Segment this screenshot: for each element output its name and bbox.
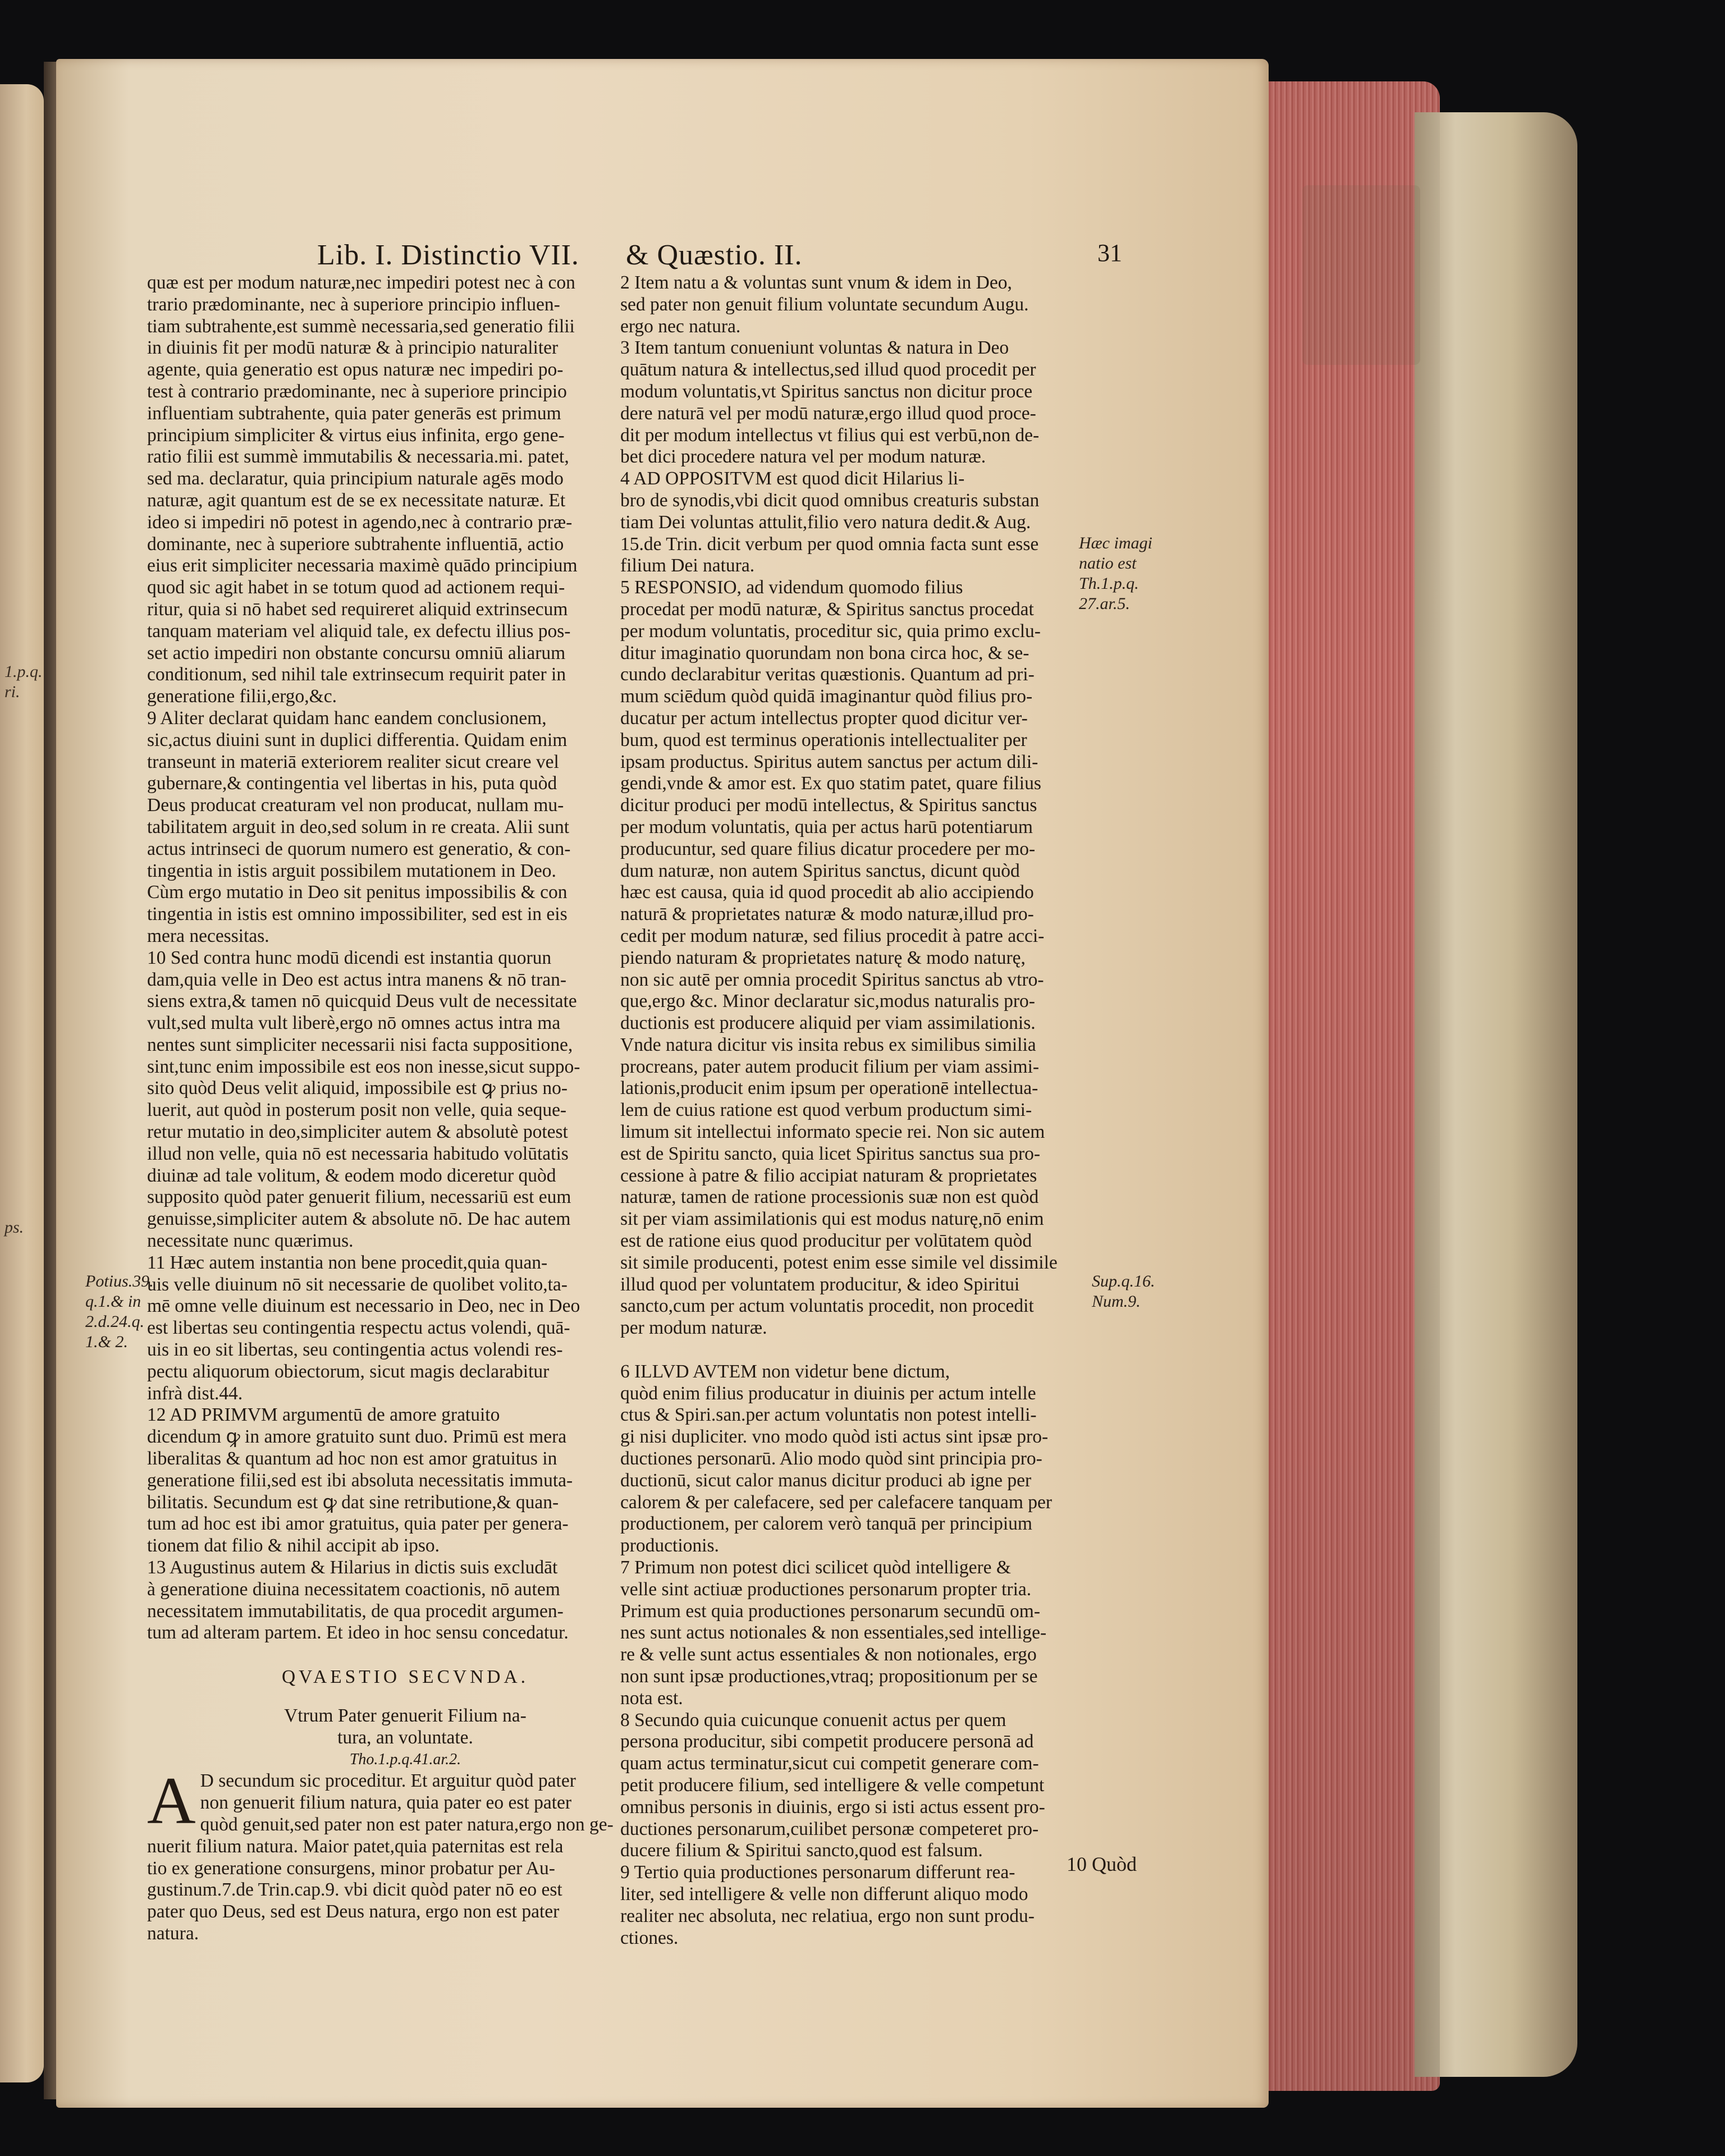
text-line: sed ma. declaratur, quia principium naturale agēs modo — [147, 468, 564, 489]
text-line: est libertas seu contingentia respectu actus volendi, quā- — [147, 1317, 570, 1339]
text-line: necessitate nunc quærimus. — [147, 1230, 354, 1252]
margin-note-left — [85, 1271, 164, 1352]
text-line: nota est. — [620, 1687, 683, 1709]
text-line: tiam Dei voluntas attulit,filio vero natura dedit.& Aug. — [620, 511, 1031, 533]
margin-note-line: 2.d.24.q. — [85, 1312, 144, 1331]
text-line: ritur, quia si nō habet sed requireret aliquid extrinsecum — [147, 598, 568, 620]
text-line: dam,quia velle in Deo est actus intra manens & nō tran- — [147, 969, 567, 990]
text-line: bro de synodis,vbi dicit quod omnibus creaturis substan — [620, 489, 1040, 511]
running-head-right: & Quæstio. II. — [626, 239, 803, 271]
text-line: ideo si impediri nō potest in agendo,nec à contrario præ- — [147, 511, 573, 533]
text-line: quam actus terminatur,sicut cui competit generare com- — [620, 1753, 1039, 1774]
text-line: in diuinis fit per modū naturæ & à principio naturaliter — [147, 337, 559, 359]
question-body-line: natura. — [147, 1922, 199, 1944]
text-line: illud non velle, quia nō est necessaria habitudo volūtatis — [147, 1143, 569, 1164]
drop-initial: A — [147, 1763, 196, 1838]
text-line: hæc est causa, quia id quod procedit ab alio accipiendo — [620, 882, 1034, 903]
prev-page-fragment: ps. — [4, 1218, 24, 1237]
text-line: bet dici procedere natura vel per modum naturæ. — [620, 446, 986, 468]
text-line: velle sint actiuæ productiones personarum propter tria. — [620, 1578, 1032, 1600]
right-column — [620, 272, 1137, 1949]
text-line: gi nisi dupliciter. vno modo quòd isti actus sint ipsæ pro- — [620, 1426, 1049, 1448]
prev-page-fragment: ri. — [4, 683, 20, 701]
text-line: sit per viam assimilationis qui est modus naturę,nō enim — [620, 1209, 1044, 1230]
running-head-left: Lib. I. Distinctio VII. — [317, 239, 579, 271]
text-line: eius erit simpliciter necessaria maximè quādo principium — [147, 555, 578, 576]
text-line: necessitatem immutabilitatis, de qua procedit argumen- — [147, 1600, 564, 1622]
text-line: infrà dist.44. — [147, 1383, 243, 1404]
text-line: productionis. — [620, 1535, 719, 1557]
question-body-line: pater quo Deus, sed est Deus natura, ergo non est pater — [147, 1901, 560, 1922]
page-edges-shade — [1266, 81, 1440, 2091]
text-line: illud quod per voluntatem producitur, & ideo Spiritui — [620, 1274, 1020, 1295]
text-line: dicitur produci per modū intellectus, & Spiritus sanctus — [620, 795, 1037, 816]
margin-note-line: Num.9. — [1092, 1292, 1141, 1311]
text-line: naturæ, tamen de ratione processionis suæ non est quòd — [620, 1187, 1039, 1208]
margin-note-right-1 — [1079, 533, 1157, 614]
text-line: ductiones personarū. Alio modo quòd sint principia pro- — [620, 1448, 1042, 1470]
text-line: 5 RESPONSIO, ad videndum quomodo filius — [620, 577, 963, 598]
text-line: omnibus personis in diuinis, ergo si isti actus essent pro- — [620, 1796, 1045, 1818]
text-line: set actio impediri non obstante concursu omniū aliarum — [147, 642, 566, 663]
text-line: generatione filii,ergo,&c. — [147, 686, 337, 707]
text-line: naturæ, agit quantum est de se ex necessitate naturæ. Et — [147, 489, 566, 511]
text-line: tiam subtrahente,est summè necessaria,sed generatio filii — [147, 315, 575, 337]
text-line: pectu aliquorum obiectorum, sicut magis declarabitur — [147, 1361, 550, 1382]
text-line: quod sic agit habet in se totum quod ad actionem requi- — [147, 577, 565, 598]
text-line: tingentia in istis est omnino impossibiliter, sed est in eis — [147, 904, 568, 925]
question-citation: Tho.1.p.q.41.ar.2. — [349, 1750, 461, 1768]
text-line: uis velle diuinum nō sit necessarie de quolibet volito,ta- — [147, 1274, 568, 1295]
text-line: ductiones personarum,cuilibet personæ competeret pro- — [620, 1818, 1039, 1839]
text-line: tionem dat filio & nihil accipit ab ipso. — [147, 1535, 440, 1557]
text-line: cedit per modum naturæ, sed filius procedit à patre acci- — [620, 925, 1045, 946]
text-line: genuisse,simpliciter autem & absolute nō. De hac autem — [147, 1209, 571, 1230]
text-line: 7 Primum non potest dici scilicet quòd intelligere & — [620, 1557, 1011, 1578]
text-line: 9 Aliter declarat quidam hanc eandem conclusionem, — [147, 707, 547, 729]
text-line: 9 Tertio quia productiones personarum differunt rea- — [620, 1862, 1015, 1883]
text-line: cessione à patre & filio accipiat naturam & proprietates — [620, 1165, 1037, 1186]
text-line: 8 Secundo quia cuicunque conuenit actus per quem — [620, 1709, 1006, 1731]
text-line: mē omne velle diuinum est necessario in Deo, nec in Deo — [147, 1296, 580, 1317]
text-line: quæ est per modum naturæ,nec impediri potest nec à con — [147, 272, 575, 293]
text-line: siens extra,& tamen nō quicquid Deus vult de necessitate — [147, 991, 577, 1012]
text-line: 10 Sed contra hunc modū dicendi est instantia quorun — [147, 947, 552, 968]
question-body-line: quòd genuit,sed pater non est pater natura,ergo non ge- — [200, 1814, 614, 1835]
text-line: transeunt in materiā exteriorem realiter sicut creare vel — [147, 751, 559, 772]
text-line: producuntur, sed quare filius dicatur procedere per mo- — [620, 838, 1036, 859]
text-line: Deus producat creaturam vel non producat, nullam mu- — [147, 795, 564, 816]
text-line: bum, quod est terminus operationis intellectualiter per — [620, 729, 1027, 750]
text-line: est de Spiritu sancto, quia licet Spiritus sanctus sua pro- — [620, 1143, 1041, 1164]
text-line: limum sit intellectui informato specie rei. Non sic autem — [620, 1122, 1045, 1143]
text-line: sint,tunc enim impossibile est eos non inesse,sicut suppo- — [147, 1056, 580, 1077]
text-line: dere naturā vel per modū naturæ,ergo illud quod proce- — [620, 402, 1036, 424]
text-line: modum voluntatis,vt Spiritus sanctus non dicitur proce — [620, 381, 1033, 402]
question-body-line: D secundum sic proceditur. Et arguitur quòd pater — [200, 1770, 576, 1792]
book-page — [56, 59, 1269, 2108]
text-line: bilitatis. Secundum est ꝙ dat sine retributione,& quan- — [147, 1491, 559, 1513]
text-line: ducatur per actum intellectus propter quod dicitur ver- — [620, 707, 1028, 729]
text-line: Vnde natura dicitur vis insita rebus ex similibus similia — [620, 1034, 1036, 1055]
text-line: Cùm ergo mutatio in Deo sit penitus impossibilis & con — [147, 882, 568, 903]
text-line: gendi,vnde & amor est. Ex quo statim patet, quare filius — [620, 773, 1041, 794]
text-line: filium Dei natura. — [620, 555, 755, 576]
question-body-line: gustinum.7.de Trin.cap.9. vbi dicit quòd pater nō eo est — [147, 1879, 562, 1901]
text-line: trario prædominante, nec à superiore principio influen- — [147, 294, 560, 315]
text-line: procedat per modū naturæ, & Spiritus sanctus procedat — [620, 598, 1034, 620]
text-line: Primum est quia productiones personarum secundū om- — [620, 1600, 1041, 1622]
text-line: diuinæ ad tale volitum, & eodem modo diceretur quòd — [147, 1165, 556, 1186]
text-line: 15.de Trin. dicit verbum per quod omnia facta sunt esse — [620, 533, 1039, 555]
text-line: nentes sunt simpliciter necessarii nisi facta suppositione, — [147, 1034, 573, 1055]
text-line: ductionis est producere aliquid per viam assimilationis. — [620, 1013, 1036, 1034]
text-line: ipsam productus. Spiritus autem sanctus per actum dili- — [620, 751, 1038, 772]
margin-note-line: Th.1.p.q. — [1079, 574, 1139, 593]
text-line: supposito quòd pater genuerit filium, necessariū est eum — [147, 1187, 571, 1208]
text-line: est de ratione eius quod producitur per volūtatem quòd — [620, 1230, 1032, 1252]
text-line: dicendum ꝙ in amore gratuito sunt duo. Primū est mera — [147, 1426, 567, 1448]
text-line: lationis,producit enim ipsum per operationē intellectua- — [620, 1078, 1038, 1099]
previous-page-edge — [0, 84, 44, 2082]
text-line: quòd enim filius producatur in diuinis per actum intelle — [620, 1383, 1036, 1404]
text-line: ctus & Spiri.san.per actum voluntatis non potest intelli- — [620, 1404, 1037, 1426]
text-line: 3 Item tantum conueniunt voluntas & natura in Deo — [620, 337, 1009, 359]
question-body-line: tio ex generatione consurgens, minor probatur per Au- — [147, 1857, 555, 1879]
text-line: test à contrario prædominante, nec à superiore principio — [147, 381, 567, 402]
text-line: ratio filii est summè immutabilis & necessaria.mi. patet, — [147, 446, 569, 468]
margin-note-right-2 — [1092, 1271, 1170, 1312]
text-line: per modum voluntatis, quia per actus harū potentiarum — [620, 816, 1033, 837]
text-line: agente, quia generatio est opus naturæ nec impediri po- — [147, 359, 564, 381]
text-line: naturā & proprietates naturæ & modo naturæ,illud pro- — [620, 904, 1034, 925]
question-title: Vtrum Pater genuerit Filium na- — [284, 1705, 527, 1726]
text-line: non sic autē per omnia procedit Spiritus sanctus ab vtro- — [620, 969, 1044, 990]
text-line: principium simpliciter & virtus eius infinita, ergo gene- — [147, 424, 565, 446]
text-line: tum ad alteram partem. Et ideo in hoc sensu concedatur. — [147, 1622, 569, 1644]
text-line: sic,actus diuini sunt in duplici differentia. Quidam enim — [147, 729, 568, 750]
text-line: lem de cuius ratione est quod verbum productum simi- — [620, 1100, 1032, 1121]
margin-note-line: 1.& 2. — [85, 1333, 128, 1351]
text-line: productionem, per calorem verò tanquā per principium — [620, 1513, 1032, 1535]
question-body-line: nuerit filium natura. Maior patet,quia paternitas est rela — [147, 1835, 564, 1857]
text-line: liter, sed intelligere & velle non differunt aliquo modo — [620, 1883, 1028, 1905]
text-line: conditionum, sed nihil tale extrinsecum requirit pater in — [147, 664, 566, 685]
margin-note-line: natio est — [1079, 554, 1137, 573]
question-title: tura, an voluntate. — [337, 1727, 473, 1748]
left-column — [147, 272, 664, 1945]
text-line: mera necessitas. — [147, 925, 269, 946]
text-line: à generatione diuina necessitatem coactionis, nō autem — [147, 1578, 560, 1600]
text-line: non sunt ipsæ productiones,vtraq; propositionum per se — [620, 1666, 1038, 1687]
text-line: actus intrinseci de quorum numero est generatio, & con- — [147, 838, 571, 859]
text-line: tabilitatem arguit in deo,sed solum in re creata. Alii sunt — [147, 816, 570, 837]
text-line: nes sunt actus notionales & non essentiales,sed intellige- — [620, 1622, 1047, 1644]
text-line: vult,sed multa vult liberè,ergo nō omnes actus intra ma — [147, 1013, 561, 1034]
text-line — [620, 1339, 1137, 1361]
text-line: cundo declarabitur veritas quæstionis. Quantum ad pri- — [620, 664, 1035, 685]
text-line: mum sciēdum quòd quidā imaginantur quòd filius pro- — [620, 686, 1033, 707]
text-line: luerit, aut quòd in posterum posit non velle, quia seque- — [147, 1100, 567, 1121]
text-line: dominante, nec à superiore subtrahente influentiā, actio — [147, 533, 564, 555]
text-line: calorem & per calefacere, sed per calefacere tanquam per — [620, 1491, 1053, 1513]
margin-note-line: q.1.& in — [85, 1292, 141, 1311]
question-body-line: non genuerit filium natura, quia pater eo est pater — [200, 1792, 572, 1814]
text-line: liberalitas & quantum ad hoc non est amor gratuitus in — [147, 1448, 557, 1470]
folio-number: 31 — [1097, 239, 1122, 267]
text-line: ergo nec natura. — [620, 315, 741, 337]
text-line: tum ad hoc est ibi amor gratuitus, quia pater per genera- — [147, 1513, 569, 1535]
text-line: ctiones. — [620, 1927, 679, 1948]
text-line: 2 Item natu a & voluntas sunt vnum & idem in Deo, — [620, 272, 1012, 293]
text-line: procreans, pater autem producit filium per viam assimi- — [620, 1056, 1040, 1077]
text-line: tanquam materiam vel aliquid tale, ex defectu illius pos- — [147, 620, 571, 642]
text-line: uis in eo sit libertas, seu contingentia actus volendi res- — [147, 1339, 563, 1361]
question-heading: QVAESTIO SECVNDA. — [281, 1667, 529, 1688]
text-line: sito quòd Deus velit aliquid, impossibile est ꝙ prius no- — [147, 1078, 568, 1099]
text-line: retur mutatio in deo,simpliciter autem & absolutè potest — [147, 1122, 568, 1143]
text-line: tingentia in istis arguit possibilem mutationem in Deo. — [147, 860, 556, 881]
text-line: piendo naturam & proprietates naturę & modo naturę, — [620, 947, 1026, 968]
spine-label — [1302, 185, 1420, 365]
text-line: gubernare,& contingentia vel libertas in his, puta quòd — [147, 773, 557, 794]
text-line: ductionū, sicut calor manus dicitur produci ab igne per — [620, 1470, 1032, 1491]
margin-note-line: Sup.q.16. — [1092, 1272, 1155, 1290]
text-line: generatione filii,sed est ibi absoluta necessitatis immuta- — [147, 1470, 573, 1491]
text-line: re & velle sunt actus essentiales & non notionales, ergo — [620, 1644, 1037, 1665]
text-line: dit per modum intellectus vt filius qui est verbū,non de- — [620, 424, 1040, 446]
text-line: 12 AD PRIMVM argumentū de amore gratuito — [147, 1404, 500, 1426]
catchword: 10 Quòd — [1067, 1853, 1137, 1875]
text-line: quātum natura & intellectus,sed illud quod procedit per — [620, 359, 1036, 381]
text-line: persona producitur, sibi competit producere personā ad — [620, 1731, 1034, 1752]
prev-page-fragment: 1.p.q. — [4, 662, 43, 681]
text-line: 6 ILLVD AVTEM non videtur bene dictum, — [620, 1361, 950, 1382]
text-line: per modum naturæ. — [620, 1317, 767, 1339]
text-line: dum naturæ, non autem Spiritus sanctus, dicunt quòd — [620, 860, 1020, 881]
margin-note-line: 27.ar.5. — [1079, 594, 1130, 613]
text-line: ditur imaginatio quorundam non bona circa hoc, & se- — [620, 642, 1029, 663]
text-line: 11 Hæc autem instantia non bene procedit,quia quan- — [147, 1252, 548, 1273]
text-line: 13 Augustinus autem & Hilarius in dictis suis excludāt — [147, 1557, 558, 1578]
text-line: sed pater non genuit filium voluntate secundum Augu. — [620, 294, 1029, 315]
text-line: que,ergo &c. Minor declaratur sic,modus naturalis pro- — [620, 991, 1035, 1012]
text-line: 4 AD OPPOSITVM est quod dicit Hilarius li- — [620, 468, 965, 489]
text-line: ducere filium & Spiritui sancto,quod est falsum. — [620, 1840, 983, 1861]
margin-note-line: Hæc imagi — [1079, 534, 1152, 552]
margin-note-line: Potius.39. — [85, 1272, 154, 1290]
text-line: sit simile producenti, potest enim esse simile vel dissimile — [620, 1252, 1058, 1273]
text-line: petit producere filium, sed intelligere & velle competunt — [620, 1774, 1045, 1796]
text-line: realiter nec absoluta, nec relatiua, ergo non sunt produ- — [620, 1905, 1035, 1926]
text-line: per modum voluntatis, proceditur sic, quia primo exclu- — [620, 620, 1041, 642]
text-line: sancto,cum per actum voluntatis procedit, non procedit — [620, 1296, 1034, 1317]
text-line: influentiam subtrahente, quia pater generās est primum — [147, 402, 561, 424]
